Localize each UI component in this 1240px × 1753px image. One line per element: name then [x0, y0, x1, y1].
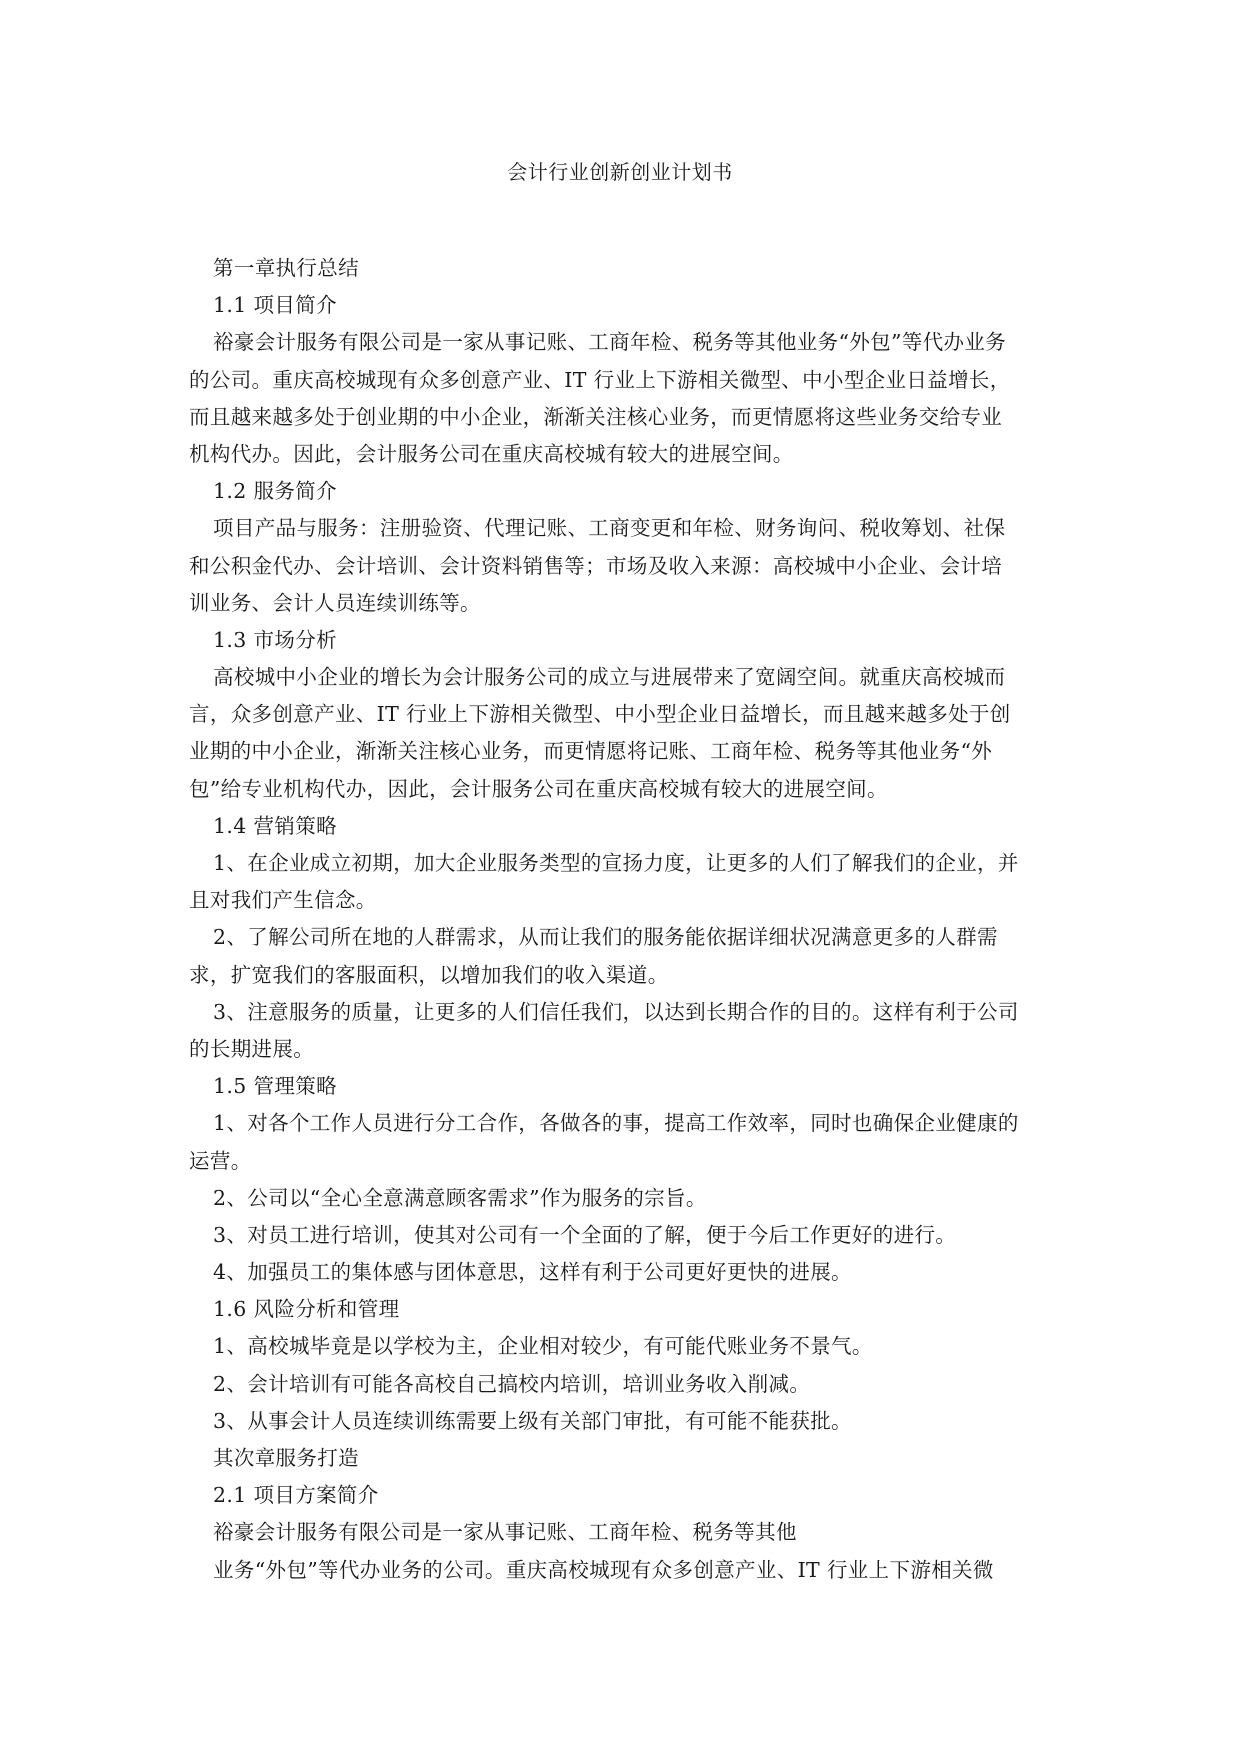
body-line: 的公司。重庆高校城现有众多创意产业、IT 行业上下游相关微型、中小型企业日益增长， — [189, 367, 1011, 392]
body-line: 业期的中小企业，渐渐关注核心业务，而更情愿将记账、工商年检、税务等其他业务“外 — [189, 739, 993, 764]
body-line: 的长期进展。 — [189, 1036, 315, 1061]
document-title: 会计行业创新创业计划书 — [507, 160, 733, 184]
body-line: 2、了解公司所在地的人群需求，从而让我们的服务能依据详细状况满意更多的人群需 — [213, 925, 998, 950]
body-line: 求，扩宽我们的客服面积，以增加我们的收入渠道。 — [189, 962, 669, 987]
body-line: 1.2 服务简介 — [213, 479, 337, 504]
body-line: 2、公司以“全心全意满意顾客需求”作为服务的宗旨。 — [213, 1185, 707, 1210]
body-line: 项目产品与服务：注册验资、代理记账、工商变更和年检、财务询问、税收筹划、社保 — [213, 516, 1006, 541]
body-line: 训业务、会计人员连续训练等。 — [189, 590, 481, 615]
body-line: 3、从事会计人员连续训练需要上级有关部门审批，有可能不能获批。 — [213, 1408, 852, 1433]
body-line: 3、对员工进行培训，使其对公司有一个全面的了解，便于今后工作更好的进行。 — [213, 1222, 957, 1247]
body-line: 1、对各个工作人员进行分工合作，各做各的事，提高工作效率，同时也确保企业健康的 — [213, 1111, 1019, 1136]
body-line: 言，众多创意产业、IT 行业上下游相关微型、中小型企业日益增长，而且越来越多处于创 — [189, 702, 1011, 727]
body-line: 裕豪会计服务有限公司是一家从事记账、工商年检、税务等其他业务“外包”等代办业务 — [213, 330, 1007, 355]
body-line: 运营。 — [189, 1148, 252, 1173]
body-line: 1.4 营销策略 — [213, 813, 337, 838]
body-line: 机构代办。因此，会计服务公司在重庆高校城有较大的进展空间。 — [189, 441, 794, 466]
body-line: 且对我们产生信念。 — [189, 888, 377, 913]
body-line: 1.1 项目简介 — [213, 293, 337, 318]
body-line: 裕豪会计服务有限公司是一家从事记账、工商年检、税务等其他 — [213, 1520, 797, 1545]
body-line: 4、加强员工的集体感与团体意思，这样有利于公司更好更快的进展。 — [213, 1260, 852, 1285]
body-line: 2、会计培训有可能各高校自己搞校内培训，培训业务收入削减。 — [213, 1371, 811, 1396]
body-line: 而且越来越多处于创业期的中小企业，渐渐关注核心业务，而更情愿将这些业务交给专业 — [189, 404, 1003, 429]
body-line: 3、注意服务的质量，让更多的人们信任我们，以达到长期合作的目的。这样有利于公司 — [213, 999, 1019, 1024]
body-line: 业务“外包”等代办业务的公司。重庆高校城现有众多创意产业、IT 行业上下游相关微 — [213, 1557, 994, 1582]
body-line: 1、高校城毕竟是以学校为主，企业相对较少，有可能代账业务不景气。 — [213, 1334, 873, 1359]
body-line: 包”给专业机构代办，因此，会计服务公司在重庆高校城有较大的进展空间。 — [189, 776, 888, 801]
body-line: 2.1 项目方案简介 — [213, 1483, 379, 1508]
document-body — [189, 250, 1059, 1589]
body-line: 和公积金代办、会计培训、会计资料销售等；市场及收入来源：高校城中小企业、会计培 — [189, 553, 1003, 578]
body-line: 高校城中小企业的增长为会计服务公司的成立与进展带来了宽阔空间。就重庆高校城而 — [213, 665, 1006, 690]
body-line: 其次章服务打造 — [213, 1446, 359, 1470]
body-line: 第一章执行总结 — [213, 256, 359, 280]
body-line: 1.3 市场分析 — [213, 627, 337, 652]
body-line: 1、在企业成立初期，加大企业服务类型的宣扬力度，让更多的人们了解我们的企业，并 — [213, 851, 1019, 875]
body-line: 1.5 管理策略 — [213, 1074, 337, 1099]
body-line: 1.6 风险分析和管理 — [213, 1297, 400, 1322]
